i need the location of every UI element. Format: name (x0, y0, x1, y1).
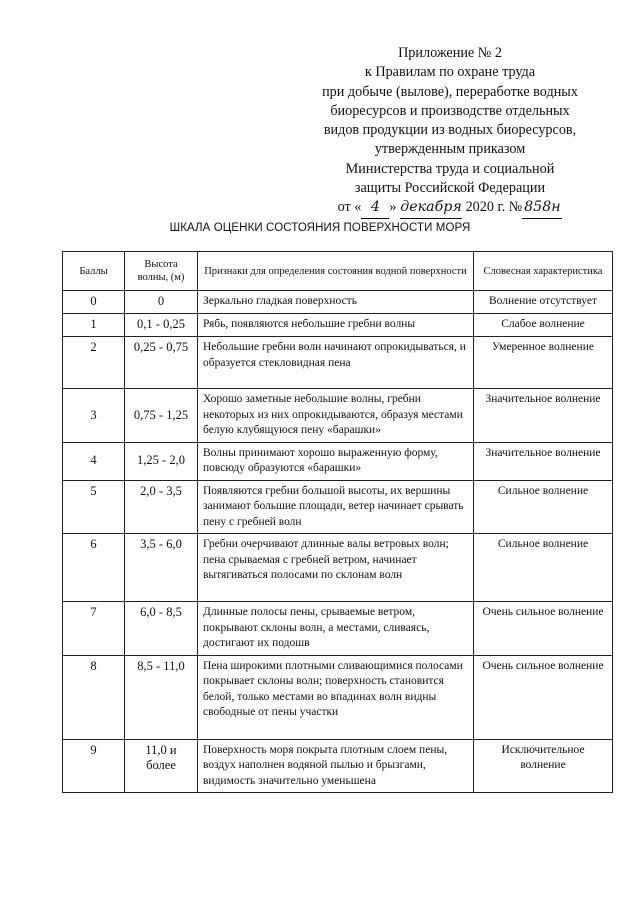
header-line: видов продукции из водных биоресурсов, (323, 122, 577, 139)
header-line: защиты Российской Федерации (354, 180, 546, 197)
date-prefix: от « (337, 199, 362, 216)
signs-cell: Хорошо заметные небольшие волны, гребни некоторых из них опрокидываются, образуя местами белую клубящуюся пену «барашки» (198, 389, 474, 443)
signs-cell: Гребни очерчивают длинные валы ветровых волн; пена срываемая с гребней ветром, начинает вытягиваться полосами по склонам волн (198, 534, 474, 602)
height-cell: 0,75 - 1,25 (125, 389, 198, 443)
height-cell: 0 (125, 291, 198, 314)
order-date-line (290, 198, 610, 218)
height-cell: 0,25 - 0,75 (125, 337, 198, 389)
table-row (63, 602, 613, 656)
characteristic-cell: Сильное волнение (474, 534, 613, 602)
table-row (63, 389, 613, 443)
header-line: при добыче (вылове), переработке водных (322, 83, 578, 100)
signs-cell: Длинные полосы пены, срываемые ветром, покрывают склоны волн, а местами, сливаясь, достигают их подошв (198, 602, 474, 656)
page-title: ШКАЛА ОЦЕНКИ СОСТОЯНИЯ ПОВЕРХНОСТИ МОРЯ (169, 222, 471, 234)
signs-cell: Поверхность моря покрыта плотным слоем пены, воздух наполнен водяной пылью и брызгами, видимость значительно уменьшена (198, 739, 474, 793)
height-cell: 8,5 - 11,0 (125, 655, 198, 739)
height-cell: 6,0 - 8,5 (125, 602, 198, 656)
score-cell: 6 (63, 534, 125, 602)
table-row (63, 337, 613, 389)
height-cell: 1,25 - 2,0 (125, 442, 198, 480)
column-header-height: Высота волны, (м) (125, 252, 198, 291)
score-cell: 3 (63, 389, 125, 443)
signs-cell: Появляются гребни большой высоты, их вершины занимают большие площади, ветер начинает срывать пену с гребней волн (198, 480, 474, 534)
appendix-header (290, 44, 610, 219)
date-month-handwritten: декабря (400, 198, 462, 218)
date-year: 2020 г. № (465, 199, 523, 216)
signs-cell: Зеркально гладкая поверхность (198, 291, 474, 314)
height-cell: 3,5 - 6,0 (125, 534, 198, 602)
table-row (63, 739, 613, 793)
signs-cell: Волны принимают хорошо выраженную форму, повсюду образуются «барашки» (198, 442, 474, 480)
date-mid: » (389, 199, 397, 216)
score-cell: 7 (63, 602, 125, 656)
score-cell: 5 (63, 480, 125, 534)
header-line: к Правилам по охране труда (364, 64, 536, 81)
order-number-handwritten: 858н (522, 198, 562, 218)
height-cell: 11,0 и более (125, 739, 198, 793)
header-line: биоресурсов и производстве отдельных (330, 102, 570, 119)
column-header-characteristic: Словесная характеристика (474, 252, 613, 291)
characteristic-cell: Исключительное волнение (474, 739, 613, 793)
characteristic-cell: Сильное волнение (474, 480, 613, 534)
characteristic-cell: Очень сильное волнение (474, 655, 613, 739)
table-row (63, 480, 613, 534)
date-day-handwritten: 4 (361, 198, 389, 218)
characteristic-cell: Умеренное волнение (474, 337, 613, 389)
column-header-score: Баллы (63, 252, 125, 291)
characteristic-cell: Значительное волнение (474, 389, 613, 443)
score-cell: 9 (63, 739, 125, 793)
signs-cell: Пена широкими плотными сливающимися полосами покрывает склоны волн; поверхность становится белой, только местами во впадинах волн видны свободные от пены участки (198, 655, 474, 739)
characteristic-cell: Значительное волнение (474, 442, 613, 480)
characteristic-cell: Волнение отсутствует (474, 291, 613, 314)
table-row (63, 655, 613, 739)
header-line: Приложение № 2 (398, 45, 502, 61)
characteristic-cell: Слабое волнение (474, 314, 613, 337)
score-cell: 1 (63, 314, 125, 337)
score-cell: 0 (63, 291, 125, 314)
score-cell: 8 (63, 655, 125, 739)
header-line: Министерства труда и социальной (345, 160, 555, 177)
table-row (63, 442, 613, 480)
signs-cell: Небольшие гребни волн начинают опрокидываться, и образуется стекловидная пена (198, 337, 474, 389)
sea-state-table (62, 251, 613, 793)
header-line: утвержденным приказом (374, 141, 526, 158)
height-cell: 0,1 - 0,25 (125, 314, 198, 337)
table-row (63, 291, 613, 314)
height-cell: 2,0 - 3,5 (125, 480, 198, 534)
table-row (63, 314, 613, 337)
score-cell: 2 (63, 337, 125, 389)
characteristic-cell: Очень сильное волнение (474, 602, 613, 656)
column-header-signs: Признаки для определения состояния водной поверхности (198, 252, 474, 291)
score-cell: 4 (63, 442, 125, 480)
table-header-row (63, 252, 613, 291)
table-row (63, 534, 613, 602)
signs-cell: Рябь, появляются небольшие гребни волны (198, 314, 474, 337)
